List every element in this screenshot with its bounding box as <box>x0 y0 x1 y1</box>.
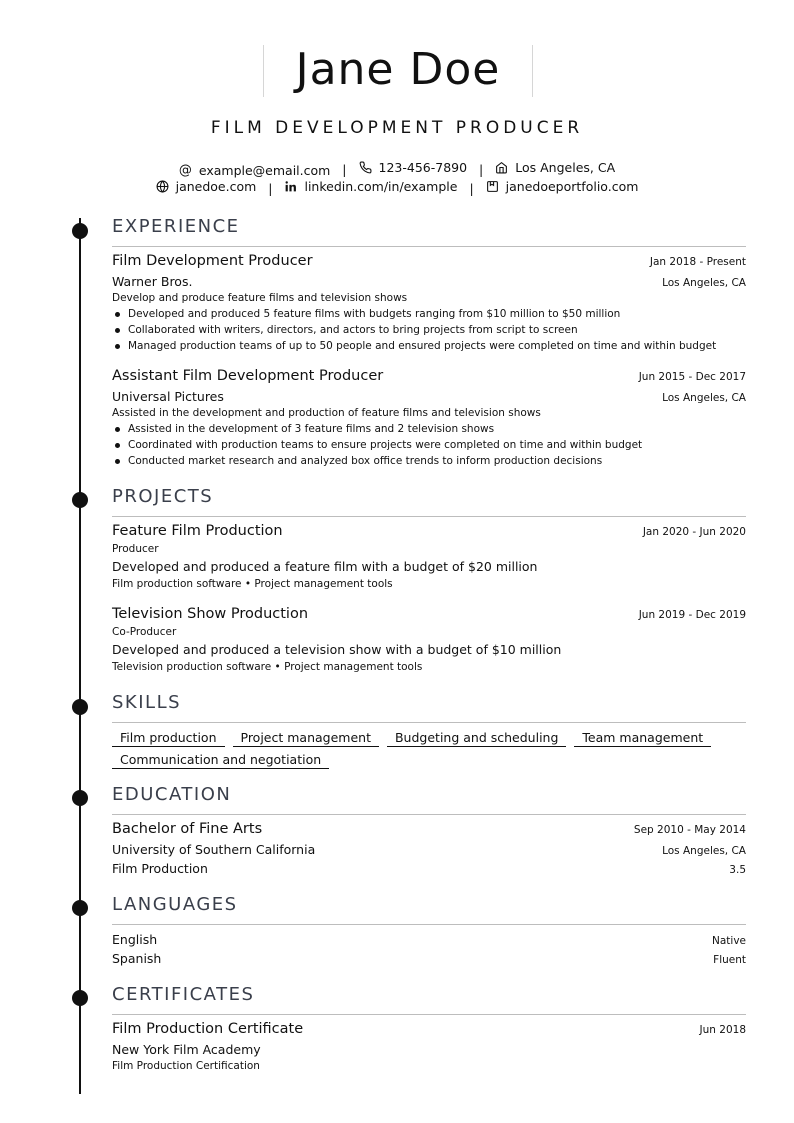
experience-location: Los Angeles, CA <box>662 277 746 289</box>
phone-item[interactable] <box>359 160 468 175</box>
portfolio-text[interactable]: janedoeportfolio.com <box>505 179 639 194</box>
education-degree: Bachelor of Fine Arts <box>112 821 263 837</box>
language-level: Native <box>712 935 746 947</box>
portfolio-item[interactable] <box>486 179 639 194</box>
project-description: Developed and produced a television show with a budget of $10 million <box>112 642 562 657</box>
project-1-header <box>112 523 746 539</box>
timeline-dot <box>72 900 88 916</box>
project-name: Television Show Production <box>112 606 309 622</box>
home-icon <box>495 161 508 174</box>
timeline-dot <box>72 492 88 508</box>
experience-bullet: Developed and produced 5 feature films with budgets ranging from $10 million to $50 million <box>112 308 620 320</box>
certificate-date: Jun 2018 <box>699 1024 746 1036</box>
website-item[interactable] <box>156 179 257 194</box>
skills-list <box>112 730 746 769</box>
education-field-row <box>112 861 746 876</box>
phone-icon <box>359 161 372 174</box>
project-dates: Jan 2020 - Jun 2020 <box>642 526 746 538</box>
globe-icon <box>156 180 169 193</box>
section-divider <box>112 924 746 925</box>
experience-bullet: Managed production teams of up to 50 people and ensured projects were completed on time and within budget <box>112 340 716 352</box>
certificate-name: Film Production Certificate <box>112 1021 304 1037</box>
language-name: Spanish <box>112 951 162 966</box>
section-divider <box>112 1014 746 1015</box>
experience-company: Warner Bros. <box>112 274 193 289</box>
education-dates: Sep 2010 - May 2014 <box>633 824 746 836</box>
education-header <box>112 821 746 837</box>
experience-bullet: Conducted market research and analyzed box office trends to inform production decisions <box>112 455 602 467</box>
timeline-dot <box>72 223 88 239</box>
experience-role: Assistant Film Development Producer <box>112 368 384 384</box>
experience-bullet: Collaborated with writers, directors, and actors to bring projects from script to screen <box>112 324 578 336</box>
phone-text[interactable]: 123-456-7890 <box>378 160 468 175</box>
language-row <box>112 932 746 947</box>
skill-tag: Communication and negotiation <box>112 752 329 769</box>
experience-location: Los Angeles, CA <box>662 392 746 404</box>
skill-tag: Team management <box>574 730 711 747</box>
skill-tag: Project management <box>233 730 379 747</box>
linkedin-icon <box>284 180 297 193</box>
website-text[interactable]: janedoe.com <box>175 179 257 194</box>
projects-heading: PROJECTS <box>112 486 214 507</box>
language-level: Fluent <box>713 954 746 966</box>
timeline-dot <box>72 699 88 715</box>
section-divider <box>112 722 746 723</box>
certificate-detail: Film Production Certification <box>112 1060 260 1072</box>
contact-line-2 <box>0 179 794 196</box>
education-gpa: 3.5 <box>729 864 746 876</box>
experience-bullet: Assisted in the development of 3 feature films and 2 television shows <box>112 423 494 435</box>
section-divider <box>112 814 746 815</box>
education-heading: EDUCATION <box>112 784 232 805</box>
job-title: FILM DEVELOPMENT PRODUCER <box>210 118 584 138</box>
experience-bullet: Coordinated with production teams to ensure projects were completed on time and within budget <box>112 439 642 451</box>
linkedin-item[interactable] <box>284 179 457 194</box>
separator: | <box>479 162 484 177</box>
education-school: University of Southern California <box>112 842 316 857</box>
experience-company: Universal Pictures <box>112 389 224 404</box>
project-dates: Jun 2019 - Dec 2019 <box>638 609 746 621</box>
certificate-issuer: New York Film Academy <box>112 1042 261 1057</box>
experience-dates: Jun 2015 - Dec 2017 <box>638 371 746 383</box>
education-field: Film Production <box>112 861 208 876</box>
contact-line-1 <box>0 160 794 178</box>
section-divider <box>112 516 746 517</box>
project-2-header <box>112 606 746 622</box>
project-tools: Television production software • Project management tools <box>112 661 423 673</box>
timeline-dot <box>72 790 88 806</box>
email-text[interactable]: example@email.com <box>198 163 331 178</box>
section-divider <box>112 246 746 247</box>
candidate-name: Jane Doe <box>295 44 501 95</box>
project-tools: Film production software • Project management tools <box>112 578 393 590</box>
experience-2-header <box>112 368 746 384</box>
timeline-line <box>79 218 81 1094</box>
linkedin-text[interactable]: linkedin.com/in/example <box>304 179 458 194</box>
language-name: English <box>112 932 158 947</box>
experience-2-company-row <box>112 389 746 404</box>
name-frame <box>263 45 533 97</box>
education-school-row <box>112 842 746 857</box>
language-row <box>112 951 746 966</box>
separator: | <box>469 181 474 196</box>
experience-summary: Assisted in the development and production of feature films and television shows <box>112 407 541 419</box>
separator: | <box>342 162 347 177</box>
project-role: Co-Producer <box>112 626 177 638</box>
project-name: Feature Film Production <box>112 523 283 539</box>
project-role: Producer <box>112 543 159 555</box>
certificate-header <box>112 1021 746 1037</box>
location-text: Los Angeles, CA <box>515 160 616 175</box>
education-location: Los Angeles, CA <box>662 845 746 857</box>
experience-role: Film Development Producer <box>112 253 313 269</box>
experience-1-header <box>112 253 746 269</box>
experience-summary: Develop and produce feature films and television shows <box>112 292 408 304</box>
location-item <box>495 160 615 175</box>
skill-tag: Budgeting and scheduling <box>387 730 566 747</box>
project-description: Developed and produced a feature film with a budget of $20 million <box>112 559 538 574</box>
languages-heading: LANGUAGES <box>112 894 238 915</box>
at-icon: @ <box>178 163 192 178</box>
separator: | <box>268 181 273 196</box>
skill-tag: Film production <box>112 730 225 747</box>
experience-heading: EXPERIENCE <box>112 216 240 237</box>
experience-1-company-row <box>112 274 746 289</box>
experience-dates: Jan 2018 - Present <box>649 256 746 268</box>
portfolio-icon <box>486 180 499 193</box>
certificates-heading: CERTIFICATES <box>112 984 255 1005</box>
skills-heading: SKILLS <box>112 692 182 713</box>
email-item[interactable] <box>179 163 330 178</box>
timeline-dot <box>72 990 88 1006</box>
